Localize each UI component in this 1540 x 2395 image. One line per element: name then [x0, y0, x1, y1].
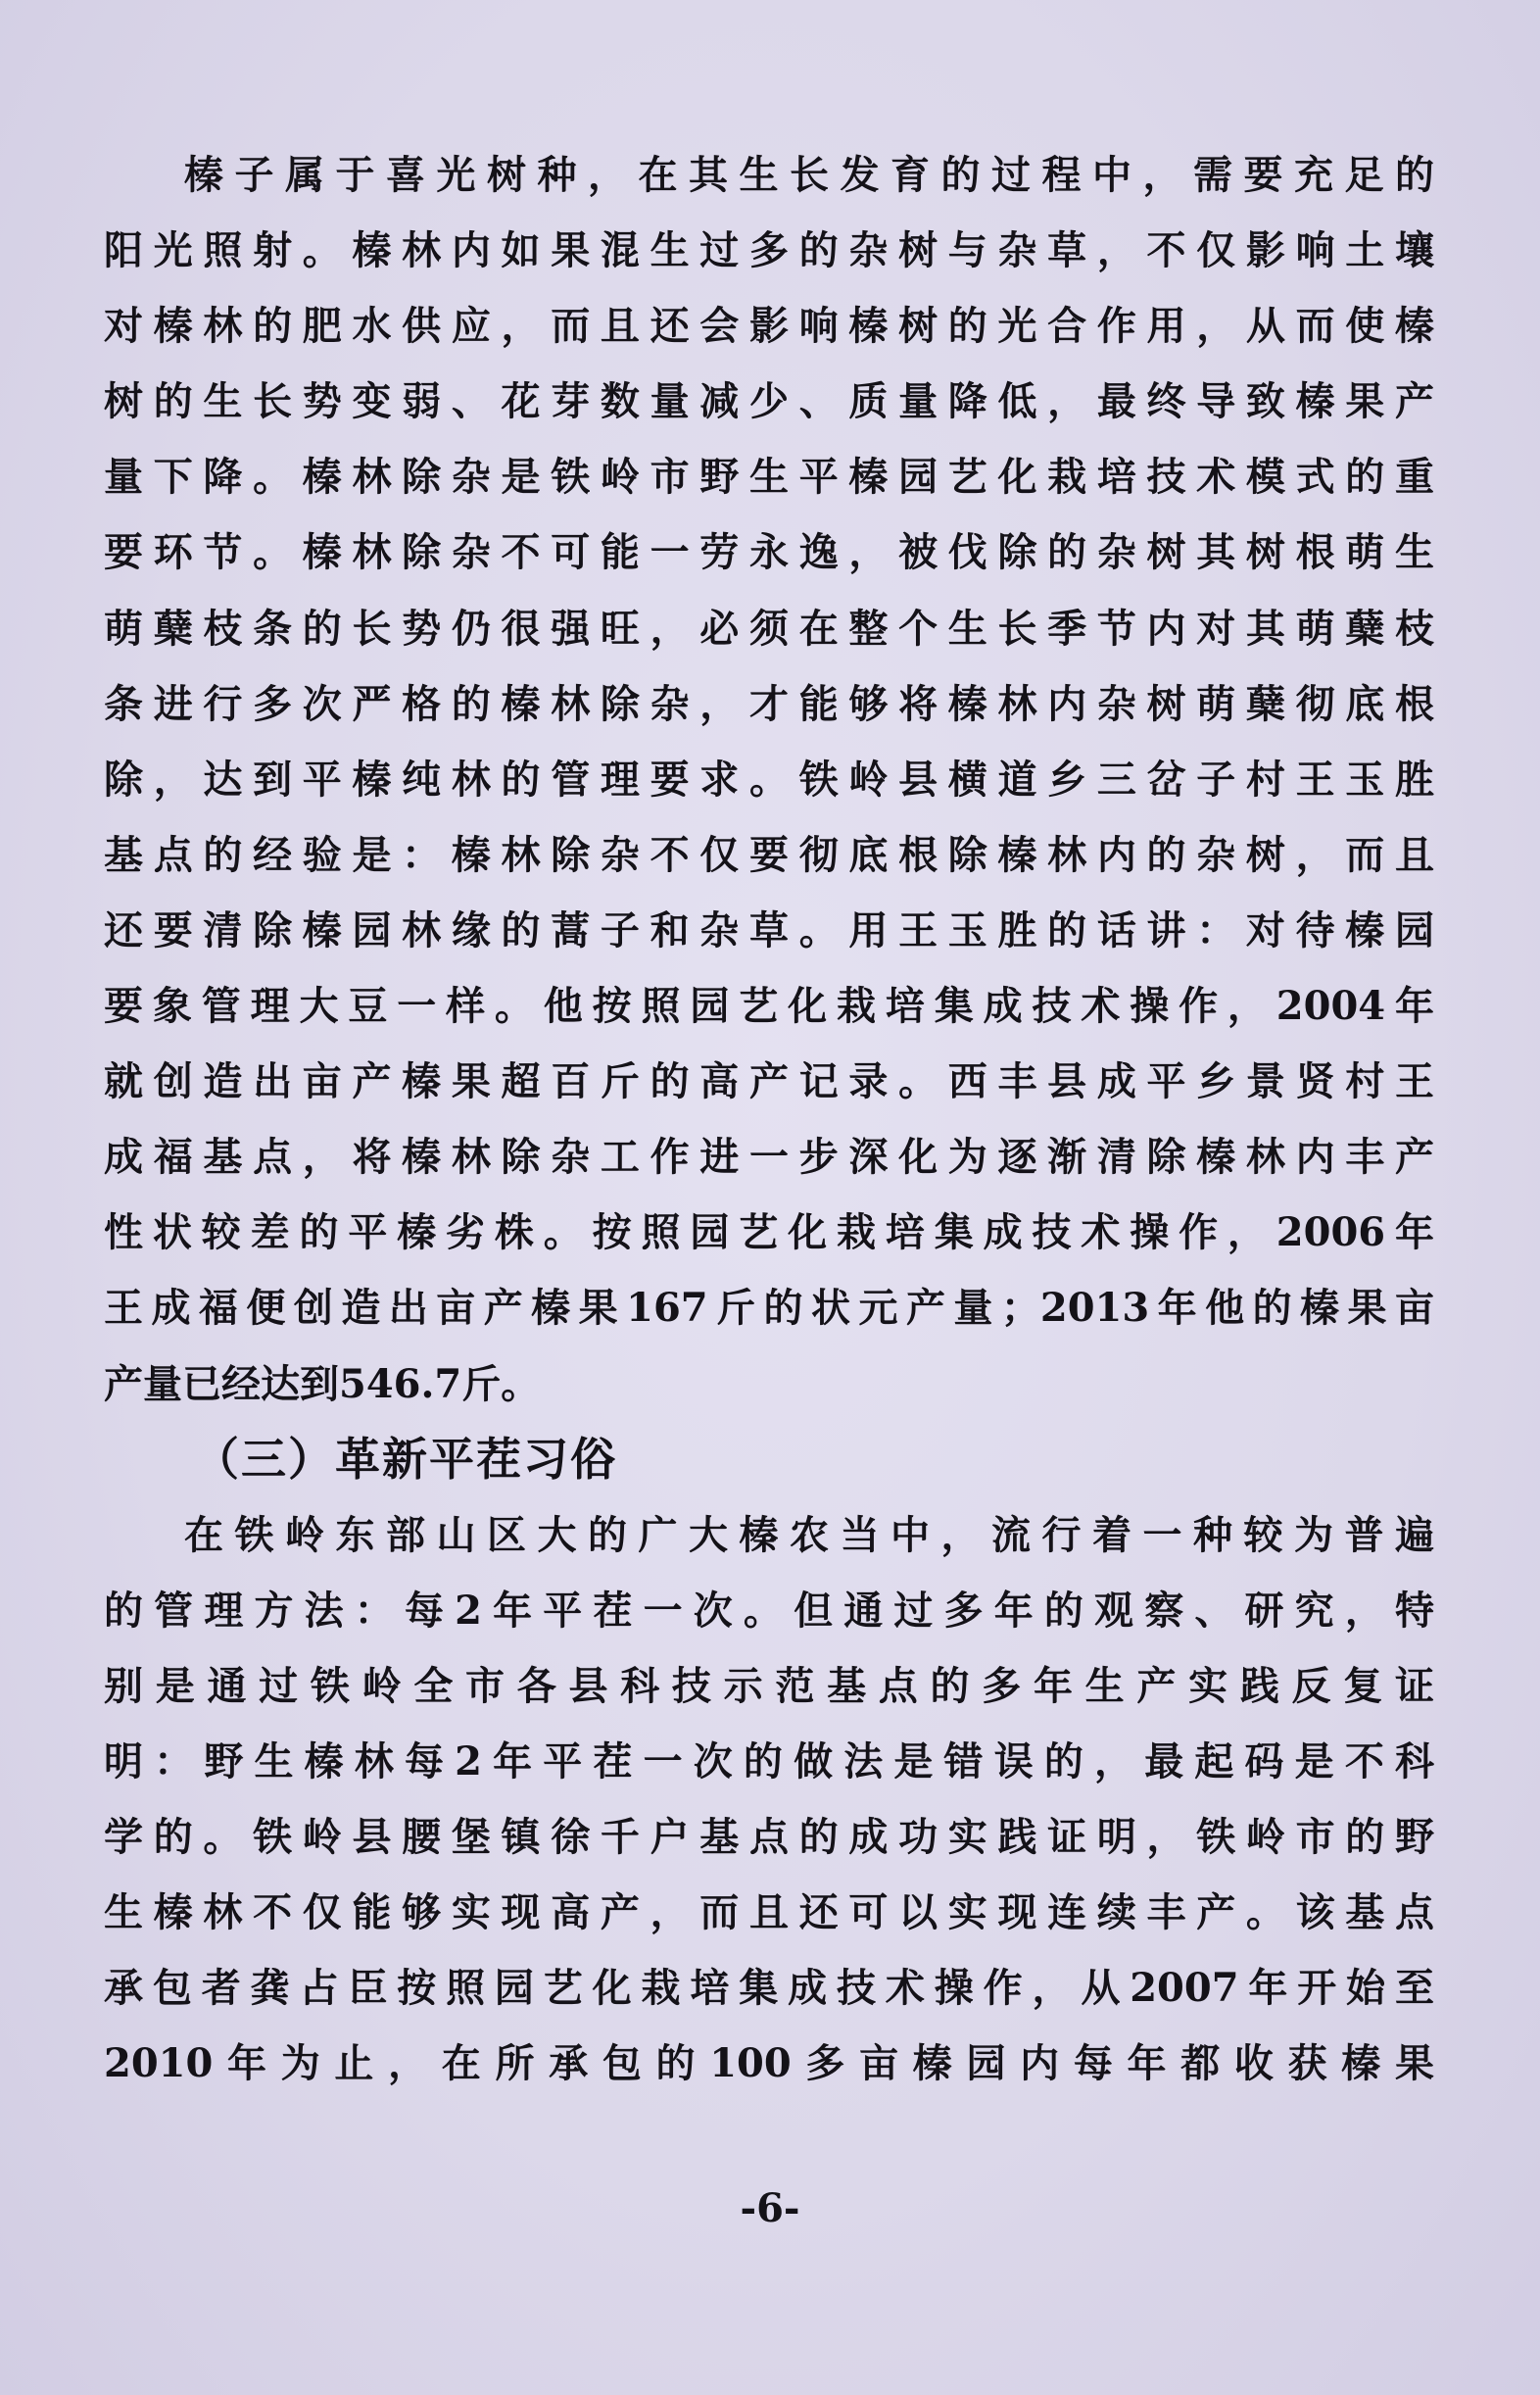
- text-line: 要环节。榛林除杂不可能一劳永逸，被伐除的杂树其树根萌生: [104, 529, 1434, 576]
- text-line: 别是通过铁岭全市各县科技示范基点的多年生产实践反复证: [104, 1662, 1434, 1709]
- paragraph-2: [104, 1497, 1434, 2102]
- page-number: -6-: [740, 2185, 800, 2231]
- text-line: 就创造出亩产榛果超百斤的高产记录。西丰县成平乡景贤村王: [104, 1058, 1434, 1105]
- text-line: 除，达到平榛纯林的管理要求。铁岭县横道乡三岔子村王玉胜: [104, 756, 1434, 803]
- text-line: 性状较差的平榛劣株。按照园艺化栽培集成技术操作，2006年: [104, 1209, 1434, 1256]
- text-line: 量下降。榛林除杂是铁岭市野生平榛园艺化栽培技术模式的重: [104, 454, 1434, 501]
- paragraph-1: [104, 137, 1434, 1422]
- text-line: 学的。铁岭县腰堡镇徐千户基点的成功实践证明，铁岭市的野: [104, 1814, 1434, 1861]
- text-line: 要象管理大豆一样。他按照园艺化栽培集成技术操作，2004年: [104, 983, 1434, 1030]
- section-heading: （三）革新平茬习俗: [194, 1432, 617, 1486]
- text-line: 产量已经达到546.7斤。: [104, 1360, 541, 1407]
- text-line: 萌蘖枝条的长势仍很强旺，必须在整个生长季节内对其萌蘖枝: [104, 605, 1434, 652]
- text-line: 承包者龚占臣按照园艺化栽培集成技术操作，从2007年开始至: [104, 1965, 1434, 2012]
- body-text: [104, 137, 1434, 2101]
- text-line: 明：野生榛林每2年平茬一次的做法是错误的，最起码是不科: [104, 1737, 1434, 1784]
- text-line: 在铁岭东部山区大的广大榛农当中，流行着一种较为普遍: [184, 1511, 1434, 1558]
- text-line: 榛子属于喜光树种，在其生长发育的过程中，需要充足的: [184, 152, 1434, 198]
- text-line: 生榛林不仅能够实现高产，而且还可以实现连续丰产。该基点: [104, 1889, 1434, 1936]
- text-line: 成福基点，将榛林除杂工作进一步深化为逐渐清除榛林内丰产: [104, 1134, 1434, 1181]
- text-line: 阳光照射。榛林内如果混生过多的杂树与杂草，不仅影响土壤: [104, 227, 1434, 274]
- text-line: 的管理方法：每2年平茬一次。但通过多年的观察、研究，特: [104, 1587, 1434, 1634]
- text-line: 条进行多次严格的榛林除杂，才能够将榛林内杂树萌蘖彻底根: [104, 680, 1434, 727]
- text-line: 2010年为止，在所承包的100多亩榛园内每年都收获榛果: [104, 2040, 1434, 2087]
- text-line: 王成福便创造出亩产榛果167斤的状元产量；2013年他的榛果亩: [104, 1285, 1434, 1332]
- text-line: 还要清除榛园林缘的蒿子和杂草。用王玉胜的话讲：对待榛园: [104, 906, 1434, 953]
- text-line: 树的生长势变弱、花芽数量减少、质量降低，最终导致榛果产: [104, 378, 1434, 425]
- text-line: 基点的经验是：榛林除杂不仅要彻底根除榛林内的杂树，而且: [104, 831, 1434, 878]
- text-line: 对榛林的肥水供应，而且还会影响榛树的光合作用，从而使榛: [104, 303, 1434, 350]
